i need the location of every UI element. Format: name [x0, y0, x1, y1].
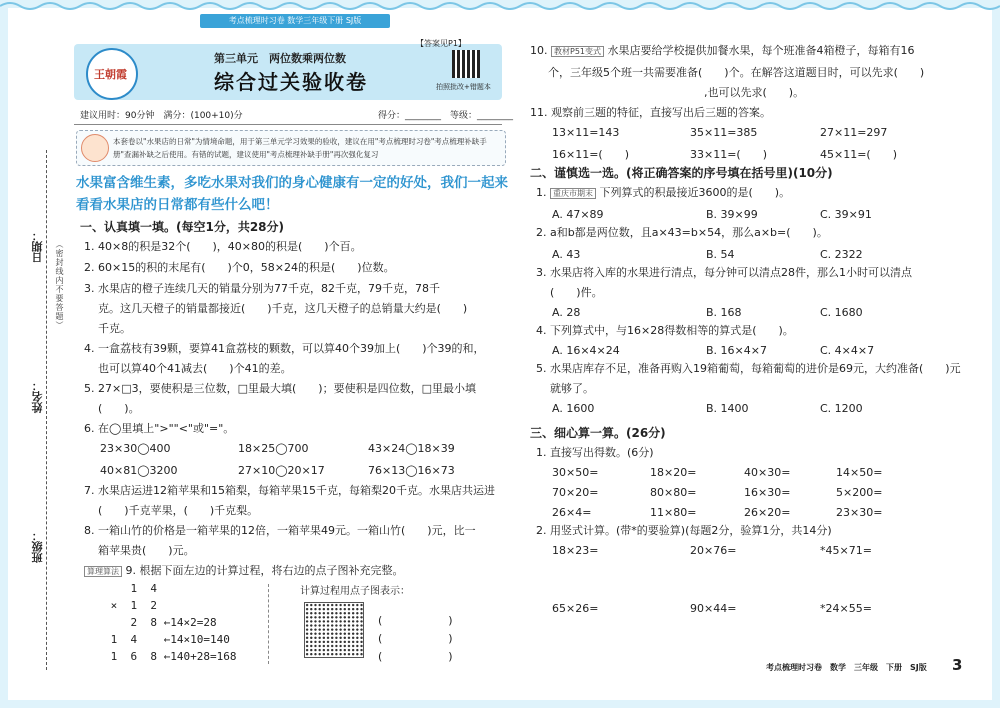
section-1-heading: 一、认真填一填。(每空1分，共28分) — [80, 220, 285, 234]
option: B. 16×4×7 — [706, 344, 767, 357]
direct-calc: 16×30= — [744, 486, 791, 499]
option: A. 43 — [552, 248, 581, 261]
question-1-9: 算理算法 9. 根据下面左边的计算过程，将右边的点子图补充完整。 — [84, 560, 404, 582]
option: C. 39×91 — [820, 208, 872, 221]
option: B. 1400 — [706, 402, 749, 415]
instruction-text: 本套卷以"水果店的日常"为情境命题，用于第三单元学习效果的验收，建议在用"考点梳理时习卷"考点梳理补缺手册"查漏补缺之后使用。有错的试题，建议使用"考点梳理补缺手册"再次强化复习 — [113, 137, 487, 159]
vertical-calculation: 1 4 × 1 2 2 8 ←14×2=28 1 4 ←14×10=140 1 6 8 ←140+28=168 — [110, 582, 237, 663]
divider — [268, 584, 269, 664]
question-1-3c: 千克。 — [98, 322, 131, 335]
page-number: 3 — [952, 656, 963, 674]
question-1-8a: 8. 一箱山竹的价格是一箱苹果的12倍，一箱苹果49元。一箱山竹( )元，比一 — [84, 524, 476, 537]
question-1-6: 6. 在◯里填上">""<"或"="。 — [84, 422, 235, 435]
unit-subtitle: 第三单元 两位数乘两位数 — [214, 52, 346, 65]
choice-4: 4. 下列算式中，与16×28得数相等的算式是( )。 — [536, 324, 794, 337]
question-1-10b: 个，三年级5个班一共需要准备( )个。在解答这道题目时，可以先求( ) — [548, 66, 925, 79]
top-banner: 考点梳理时习卷 数学三年级下册 SJ版 — [200, 14, 390, 28]
compare-item: 76×13◯16×73 — [368, 464, 455, 477]
question-1-10c: ,也可以先求( )。 — [704, 86, 805, 99]
section-2-heading: 二、谨慎选一选。(将正确答案的序号填在括号里)(10分) — [530, 166, 833, 180]
question-1-4a: 4. 一盒荔枝有39颗，要算41盒荔枝的颗数，可以算40个39加上( )个39的和， — [84, 342, 485, 355]
question-1-7a: 7. 水果店运进12箱苹果和15箱梨，每箱苹果15千克，每箱梨20千克。水果店共运进 — [84, 484, 495, 497]
direct-calc: 80×80= — [650, 486, 697, 499]
option: B. 168 — [706, 306, 742, 319]
choice-5b: 就够了。 — [550, 382, 594, 395]
question-1-2: 2. 60×15的积的末尾有( )个0，58×24的积是( )位数。 — [84, 261, 395, 274]
compare-item: 27×10◯20×17 — [238, 464, 325, 477]
option: C. 1680 — [820, 306, 863, 319]
direct-calc: 30×50= — [552, 466, 599, 479]
scenario-intro: 水果富含维生素，多吃水果对我们的身心健康有一定的好处，我们一起来看看水果店的日常都有些什么吧！ — [76, 175, 508, 213]
answer-ref: 【答案见P1】 — [416, 39, 466, 48]
vertical-calc: 20×76= — [690, 544, 737, 557]
question-1-3a: 3. 水果店的橙子连续几天的销量分别为77千克，82千克，79千克，78千 — [84, 282, 440, 295]
direct-calc: 14×50= — [836, 466, 883, 479]
seal-note: （密封线内不要答题） — [55, 240, 64, 330]
question-1-4b: 也可以算40个41减去( )个41的差。 — [98, 362, 292, 375]
direct-calc: 18×20= — [650, 466, 697, 479]
option: C. 4×4×7 — [820, 344, 875, 357]
option: A. 47×89 — [552, 208, 604, 221]
question-1-11: 11. 观察前三题的特征，直接写出后三题的答案。 — [530, 106, 771, 119]
compare-item: 40×81◯3200 — [100, 464, 178, 477]
option: B. 39×99 — [706, 208, 758, 221]
pattern-item: 27×11=297 — [820, 126, 888, 139]
calc-2-heading: 2. 用竖式计算。(带*的要验算)(每题2分，验算1分，共14分) — [536, 524, 832, 537]
dot-diagram — [304, 602, 364, 658]
option: C. 1200 — [820, 402, 863, 415]
answer-blank[interactable]: ( ) — [378, 614, 453, 627]
answer-blank[interactable]: ( ) — [378, 632, 453, 645]
vertical-calc: 90×44= — [690, 602, 737, 615]
direct-calc: 40×30= — [744, 466, 791, 479]
direct-calc: 26×20= — [744, 506, 791, 519]
girl-avatar-icon — [81, 134, 109, 162]
answer-blank[interactable]: ( ) — [378, 650, 453, 663]
option: C. 2322 — [820, 248, 863, 261]
pattern-item: 33×11=( ) — [690, 148, 768, 161]
seal-line — [46, 150, 47, 670]
section-3-heading: 三、细心算一算。(26分) — [530, 426, 666, 440]
calc-1-heading: 1. 直接写出得数。(6分) — [536, 446, 654, 459]
question-1-5a: 5. 27×□3，要使积是三位数，□里最大填( )；要使积是四位数，□里最小填 — [84, 382, 476, 395]
footer-text: 考点梳理时习卷 数学 三年级 下册 SJ版 — [766, 663, 927, 672]
instruction-box — [76, 130, 506, 166]
time-score-info: 建议用时：90分钟 满分：(100+10)分 — [80, 111, 243, 121]
option: A. 28 — [552, 306, 581, 319]
choice-3a: 3. 水果店将入库的水果进行清点，每分钟可以清点28件，那么1小时可以清点 — [536, 266, 912, 279]
choice-5a: 5. 水果店库存不足，准备再购入19箱葡萄，每箱葡萄的进价是69元，大约准备( )元 — [536, 362, 961, 375]
pattern-item: 45×11=( ) — [820, 148, 898, 161]
question-tag: 教材P51变式 — [551, 46, 604, 57]
direct-calc: 70×20= — [552, 486, 599, 499]
vertical-calc: *45×71= — [820, 544, 872, 557]
wave-border — [0, 0, 1000, 10]
choice-2: 2. a和b都是两位数，且a×43=b×54，那么a×b=( )。 — [536, 226, 828, 239]
pattern-item: 35×11=385 — [690, 126, 758, 139]
pattern-item: 13×11=143 — [552, 126, 620, 139]
question-tag: 重庆市期末 — [550, 188, 596, 199]
qr-code-icon[interactable] — [452, 50, 480, 78]
question-1-7b: ( )千克苹果，( )千克梨。 — [98, 504, 259, 517]
compare-item: 43×24◯18×39 — [368, 442, 455, 455]
direct-calc: 23×30= — [836, 506, 883, 519]
vertical-calc: *24×55= — [820, 602, 872, 615]
brand-logo: 王朝霞 — [86, 48, 138, 100]
question-1-5b: ( )。 — [98, 402, 140, 415]
choice-1-display: 1. 重庆市期末 下列算式的积最接近3600的是( )。 — [536, 182, 790, 204]
question-1-1: 1. 40×8的积是32个( )，40×80的积是( )个百。 — [84, 240, 362, 253]
question-tag: 算理算法 — [84, 566, 122, 577]
date-label: 日期： — [31, 230, 44, 263]
question-1-8b: 箱苹果贵( )元。 — [98, 544, 195, 557]
vertical-calc: 65×26= — [552, 602, 599, 615]
question-1-10a: 10. 教材P51变式 水果店要给学校提供加餐水果，每个班准备4箱橙子，每箱有16 — [530, 44, 915, 57]
vertical-calc: 18×23= — [552, 544, 599, 557]
direct-calc: 5×200= — [836, 486, 883, 499]
pattern-item: 16×11=( ) — [552, 148, 630, 161]
option: A. 16×4×24 — [552, 344, 620, 357]
class-label: 班级： — [31, 530, 44, 563]
qr-caption: 拍照批改+错题本 — [436, 83, 491, 91]
compare-item: 23×30◯400 — [100, 442, 171, 455]
paper-title: 综合过关验收卷 — [214, 70, 368, 94]
question-1-3b: 克。这几天橙子的销量都接近( )千克，这几天橙子的总销量大约是( ) — [98, 302, 468, 315]
score-grade-fields: 得分：________ 等级：________ — [378, 111, 514, 121]
direct-calc: 11×80= — [650, 506, 697, 519]
choice-3b: ( )件。 — [550, 286, 603, 299]
direct-calc: 26×4= — [552, 506, 592, 519]
option: B. 54 — [706, 248, 735, 261]
option: A. 1600 — [552, 402, 595, 415]
compare-item: 18×25◯700 — [238, 442, 309, 455]
dot-diagram-label: 计算过程用点子图表示： — [300, 586, 410, 597]
name-label: 姓名： — [31, 380, 44, 413]
divider — [74, 124, 502, 125]
